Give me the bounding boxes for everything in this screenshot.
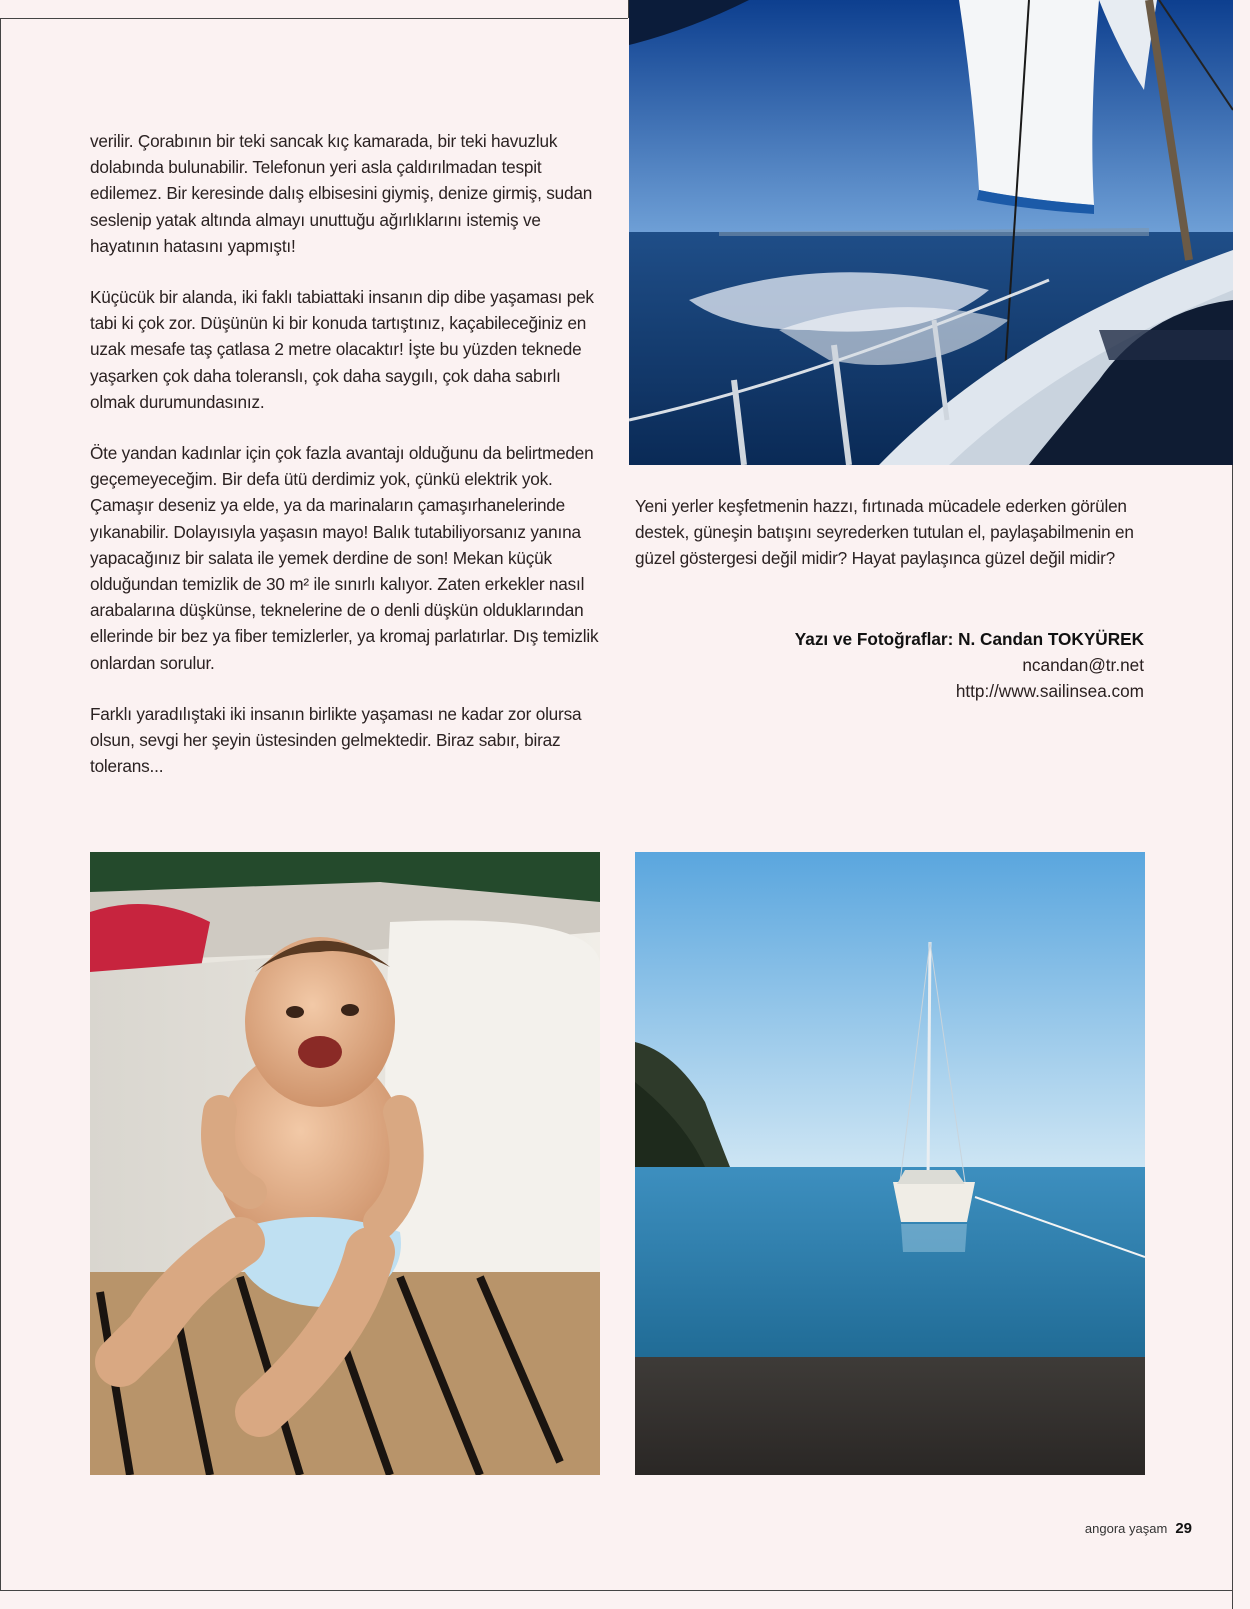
closing-paragraph: Yeni yerler keşfetmenin hazzı, fırtınada mücadele ederken görülen destek, güneşin batışını seyrederken tutulan el, paylaşabilmenin en güzel göstergesi değil midir? Hayat paylaşınca güzel değil midir? <box>635 496 1134 569</box>
anchored-sailboat-photo <box>635 852 1145 1475</box>
author-email[interactable]: ncandan@tr.net <box>1022 655 1144 676</box>
article-right-column <box>635 493 1145 572</box>
baby-on-boat-photo <box>90 852 600 1475</box>
page-frame-line <box>0 1590 1233 1591</box>
article-paragraph: verilir. Çorabının bir teki sancak kıç kamarada, bir teki havuzluk dolabında bulunabilir. Telefonun yeri asla çaldırılmadan tespit edilemez. Bir keresinde dalış elbisesini giymiş, denize girmiş, sudan seslenip yatak altında almayı unuttuğu ağırlıklarını istemiş ve hayatının hatasını yapmıştı! <box>90 131 593 256</box>
sailing-photo <box>629 0 1233 465</box>
article-paragraph: Küçücük bir alanda, iki faklı tabiattaki insanın dip dibe yaşaması pek tabi ki çok zor. Düşünün ki bir konuda tartıştınız, kaçabileceğiniz en uzak mesafe taş çatlasa 2 metre olacaktır! İşte bu yüzden teknede yaşarken çok daha toleranslı, çok daha saygılı, çok daha sabırlı olmak durumundasınız. <box>90 287 594 412</box>
page-footer <box>1000 1520 1192 1537</box>
article-paragraph: Öte yandan kadınlar için çok fazla avantajı olduğunu da belirtmeden geçemeyeceğim. Bir defa ütü derdimiz yok, çünkü elektrik yok. Çamaşır deseniz ya elde, ya da marinaların çamaşırhanelerinde yıkanabilir. Dolayısıyla yaşasın mayo! Balık tutabiliyorsanız yanına yapacağınız bir salata ile yemek derdine de son! Mekan küçük olduğundan temizlik de 30 m² ile sınırlı kalıyor. Zaten erkekler nasıl arabalarına düşkünse, teknelerine de o denli düşkün olduklarından ellerinde bir bez ya fiber temizlerler, ya kromaj parlatırlar. Dış temizlik onlardan sorulur. <box>90 443 599 673</box>
page-frame-line <box>0 18 1 1590</box>
page-frame-line <box>1232 465 1233 1609</box>
author-credits <box>700 626 1144 705</box>
author-website[interactable]: http://www.sailinsea.com <box>955 681 1144 702</box>
publication-name: angora yaşam <box>1084 1521 1168 1536</box>
article-left-column <box>90 128 602 804</box>
page-number: 29 <box>1175 1520 1192 1537</box>
article-paragraph: Farklı yaradılıştaki iki insanın birlikte yaşaması ne kadar zor olursa olsun, sevgi her şeyin üstesinden gelmektedir. Biraz sabır, biraz tolerans... <box>90 703 582 777</box>
page-frame-line <box>0 18 628 19</box>
author-credit: Yazı ve Fotoğraflar: N. Candan TOKYÜREK <box>794 629 1144 649</box>
